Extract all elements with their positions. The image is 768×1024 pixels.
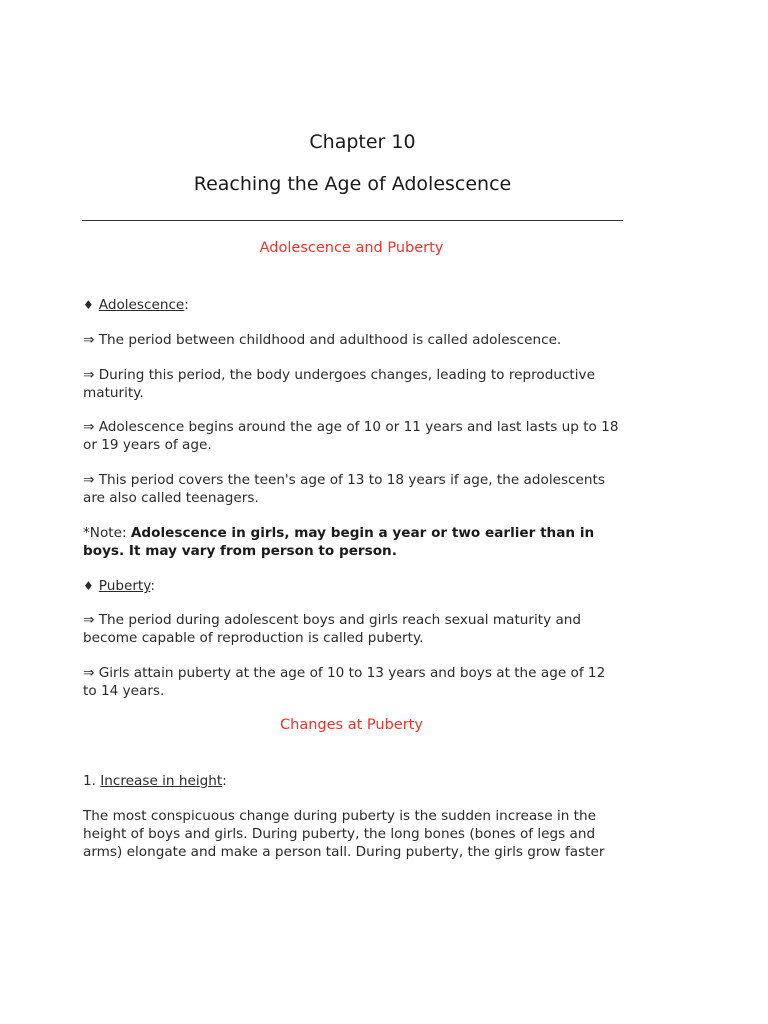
note-text: Adolescence in girls, may begin a year or two earlier than in boys. It may vary from person to person.	[83, 525, 595, 559]
increase-in-height-label: Increase in height	[100, 773, 223, 789]
title-divider	[82, 220, 623, 221]
adolescence-paragraph-3: ⇒ Adolescence begins around the age of 10 or 11 years and last lasts up to 18 or 19 years of age.	[83, 419, 619, 453]
adolescence-paragraph-2: ⇒ During this period, the body undergoes changes, leading to reproductive maturity.	[83, 367, 595, 401]
puberty-heading-label: Puberty	[98, 578, 151, 594]
adolescence-paragraph-1: ⇒ The period between childhood and adulthood is called adolescence.	[83, 332, 562, 348]
adolescence-heading	[83, 296, 623, 314]
puberty-heading	[83, 577, 623, 595]
section-heading-changes-at-puberty: Changes at Puberty	[280, 717, 423, 733]
section-heading-adolescence-puberty: Adolescence and Puberty	[259, 240, 444, 256]
adolescence-paragraph-4: ⇒ This period covers the teen's age of 13 to 18 years if age, the adolescents are also called teenagers.	[83, 472, 605, 506]
puberty-paragraph-2: ⇒ Girls attain puberty at the age of 10 to 13 years and boys at the age of 12 to 14 years.	[83, 665, 606, 699]
note-prefix: *Note:	[83, 525, 131, 541]
increase-in-height-paragraph: The most conspicuous change during puberty is the sudden increase in the height of boys and girls. During puberty, the long bones (bones of legs and arms) elongate and make a person tall. During puberty, the girls grow faster	[83, 808, 605, 860]
adolescence-heading-colon: :	[184, 297, 189, 313]
note-paragraph	[83, 524, 623, 560]
diamond-bullet-icon: ♦	[83, 298, 94, 312]
puberty-paragraph-1: ⇒ The period during adolescent boys and girls reach sexual maturity and become capable of reproduction is called puberty.	[83, 612, 582, 646]
increase-in-height-colon: :	[222, 773, 227, 789]
diamond-bullet-icon: ♦	[83, 579, 94, 593]
chapter-title: Reaching the Age of Adolescence	[193, 173, 512, 195]
adolescence-heading-label: Adolescence	[98, 297, 185, 313]
list-number: 1.	[83, 773, 101, 789]
chapter-number: Chapter 10	[309, 131, 416, 153]
increase-in-height-heading	[83, 772, 623, 790]
puberty-heading-colon: :	[150, 578, 155, 594]
